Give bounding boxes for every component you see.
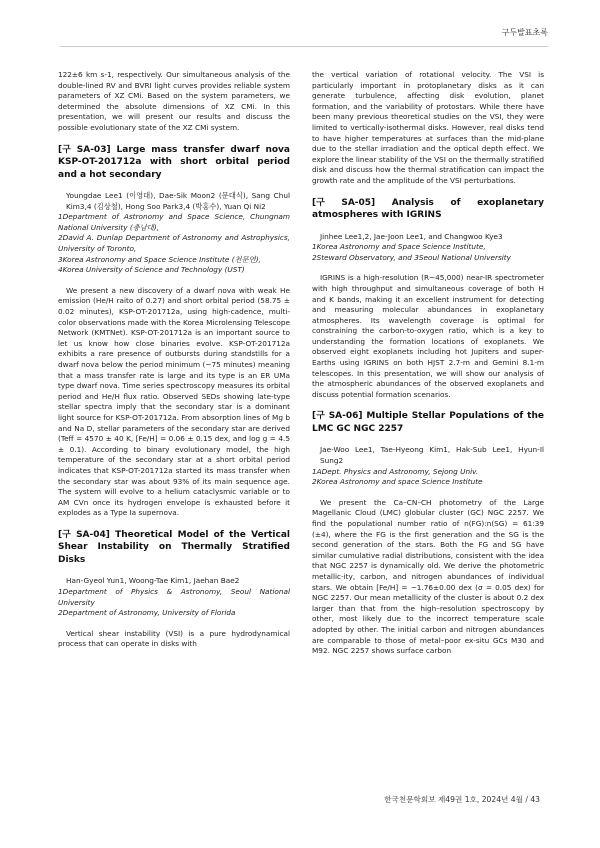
sa05-title: [구 SA-05] Analysis of exoplanetary atmospheres with IGRINS	[312, 197, 544, 221]
sa03-affiliation-3: 3Korea Astronomy and Space Science Institute (천문연),	[58, 254, 261, 264]
sa04-abstract-continued: the vertical variation of rotational velocity. The VSI is particularly important in protoplanetary disks as it can generate turbulence, affecting disk evolution, planet formation, and the variability of protostars. While there have been many previous theoretical studies on the VSI, they were limited to vertically-isothermal disks. However, real disks tend to have higher temperatures at surfaces than the mid-plane due to the stellar irradiation and the optical depth effect. We explore the linear stability of the VSI on the thermally stratified disk and discuss how the thermal stratification can impact the growth rate and the amplitude of the VSI perturbations.	[312, 70, 544, 185]
sa05-abstract: IGRINS is a high-resolution (R~45,000) near-IR spectrometer with high throughput and simultaneous coverage of both H and K bands, making it an excellent instrument for detecting and measuring molecular abundances in exoplanetary atmospheres. Its wavelength coverage is optimal for constraining the carbon-to-oxygen ratio, which is a key to understanding the formation locations of exoplanets. We observed eight exoplanets including hot Jupiters and super-Earths using IGRINS on both HJST 2.7-m and Gemini 8.1-m telescopes. In this presentation, we will show our analysis of the atmospheric abundances of the observed exoplanets and discuss potential formation scenarios.	[312, 273, 544, 399]
sa06-affiliation-1: 1ADept. Physics and Astronomy, Sejong Univ.	[312, 466, 479, 476]
sa03-affiliation-1: 1Department of Astronomy and Space Science, Chungnam National University (충남대),	[58, 212, 290, 232]
intro-paragraph: 122±6 km s-1, respectively. Our simultaneous analysis of the double-lined RV and BVRI light curves provides reliable system parameters of XZ CMi. Based on the system parameters, we determined the absolute dimensions of XZ CMi. In this presentation, we will present our results and discuss the possible evolutionary state of the XZ CMi system.	[58, 70, 290, 132]
sa05-affiliation-2: 2Steward Observatory, and 3Seoul National University	[312, 252, 511, 262]
sa03-title: [구 SA-03] Large mass transfer dwarf nova KSP-OT-201712a with short orbital period and a hot secondary	[58, 144, 290, 180]
sa04-affiliation-1: 1Department of Physics & Astronomy, Seoul National University	[58, 586, 290, 607]
sa04-affiliation-2: 2Department of Astronomy, University of Florida	[58, 608, 236, 618]
right-column	[312, 70, 544, 657]
sa04-abstract-start: Vertical shear instability (VSI) is a pure hydrodynamical process that can operate in disks with	[58, 628, 290, 649]
sa06-authors: Jae-Woo Lee1, Tae-Hyeong Kim1, Hak-Sub Lee1, Hyun-Il Sung2	[320, 445, 544, 466]
sa04-title: [구 SA-04] Theoretical Model of the Vertical Shear Instability on Thermally Stratified Disks	[58, 529, 290, 565]
sa04-authors: Han-Gyeol Yun1, Woong-Tae Kim1, Jaehan Bae2	[66, 576, 240, 586]
sa03-abstract: We present a new discovery of a dwarf nova with weak He emission (He/H raito of 0.27) and short orbital period (58.75 ± 0.02 minutes), KSP-OT-201712a, using high-cadence, multi-color observations made with the Korea Microlensing Telescope Network (KMTNet). KSP-OT-201712a is an important source to let us know how close binaries evolve. KSP-OT-201712a exhibits a rare presence of outbursts during standstills for a dwarf nova below the period minimum (~75 minutes) meaning that a mass transfer rate is large and its type is an ER UMa type dwarf nova. Time series spectroscopy measures its orbital period and He/H flux ratio. Observed SEDs showing late-type stellar spectra imply that the secondary star is a dominant light source for KSP-OT-201712a. From absorption lines of Mg b and Na D, stellar parameters of the secondary star are derived (Teff = 4570 ± 40 K, [Fe/H] = 0.06 ± 0.15 dex, and log g = 4.5 ± 0.1). According to binary evolutionary model, the high temperature of the secondary star at a short orbital period indicates that KSP-OT-201712a started its mass transfer when the secondary star was about 93% of its main sequence age. The system will evolve to a helium cataclysmic variable or to AM CVn once its hydrogen envelope is exhausted before it explodes as a Type Ia supernova.	[58, 285, 290, 518]
sa03-affiliation-4: 4Korea University of Science and Technology (UST)	[58, 265, 245, 275]
header-divider	[60, 46, 548, 47]
sa05-affiliation-1: 1Korea Astronomy and Space Science Institute,	[312, 242, 486, 252]
sa06-title: [구 SA-06] Multiple Stellar Populations of the LMC GC NGC 2257	[312, 411, 544, 434]
sa05-authors: Jinhee Lee1,2, Jae-Joon Lee1, and Changwoo Kye3	[320, 231, 503, 241]
left-column	[58, 70, 290, 650]
sa03-authors: Youngdae Lee1 (이영대), Dae-Sik Moon2 (문대식), Sang Chul Kim3,4 (김상철), Hong Soo Park3,4 (박홍수), Yuan Qi Ni2	[66, 191, 290, 211]
section-header-label: 구두발표초록	[501, 28, 548, 37]
sa06-abstract: We present the Ca–CN–CH photometry of the Large Magellanic Cloud (LMC) globular cluster (GC) NGC 2257. We find the populational number ratio of n(FG):n(SG) = 61:39 (±4), where the FG is the first generation and the SG is the second generation of the stars. Both the FG and SG have similar cumulative radial distributions, consistent with the idea that NGC 2257 is dynamically old. We derive the photometric metallic-ity, carbon, and nitrogen abundances of individual stars. We obtain [Fe/H] = −1.76±0.00 dex (σ = 0.05 dex) for NGC 2257. Our mean metallicity of the cluster is about 0.2 dex larger than that from the high–resolution spectroscopy by other, most likely due to the incorrect temperature scale adopted by other. The initial carbon and nitrogen abundances are comparable to those of metal–poor ex-situ GCs M30 and M92. NGC 2257 shows surface carbon	[312, 497, 544, 656]
sa03-affiliation-2: 2David A. Dunlap Department of Astronomy and Astrophysics, University of Toronto,	[58, 233, 290, 254]
page-footer: 한국천문학회보 제49권 1호, 2024년 4월 / 43	[384, 795, 540, 804]
sa06-affiliation-2: 2Korea Astronomy and space Science Institute	[312, 477, 483, 487]
